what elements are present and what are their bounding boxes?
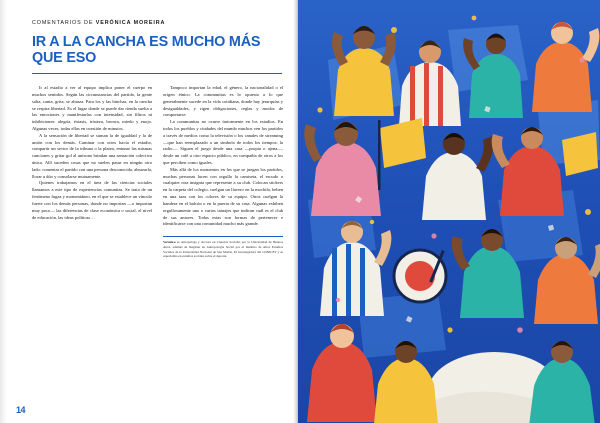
author-bio-name: Verónica	[163, 240, 176, 245]
page-number: 14	[16, 405, 26, 415]
author-bio	[163, 236, 283, 259]
left-text-page	[0, 0, 296, 423]
paragraph: A la sensación de libertad se suman la de igualdad y la de unión con los demás. Caminar con otros hacia el estadio, compartir un sector de la tribuna o la platea, entonar las mismas canciones y gritar gol al unísono brindan una sensación colectiva única. Allí suceden cosas que no suelen pasar en ningún otro lado: comentar el partido con una persona desconocida, abrazarla, llorar a dúo y consolarse mutuamente.	[32, 132, 152, 179]
kicker-author: VERÓNICA MOREIRA	[95, 20, 166, 26]
kicker-prefix: COMENTARIOS DE	[32, 20, 96, 26]
paragraph: Quienes trabajamos en el área de las ciencias sociales llamamos a este tipo de experiencias comunitas. Se trata de un fenómeno fugaz y momentáneo, en el que se establece un vínculo fuerte con los demás personas, donde no importan —o importan muy poco— las diferencias de clase económica o social, el nivel de educación, las ideas políticas…	[32, 180, 152, 220]
paragraph: Más allá de los momentos en los que se juegan los partidos, muchas personas lucen con orgullo la camiseta, el escudo o cualquier otra insignia que represente a su club. Colocan stickers en la carpeta del colegio, cuelgan un llavero en la mochila, beben en una taza con los colores de su equipo. Otros cuelgan la bandera en el balcón o en la puerta de su casa. Algunas exhiben orgullosamente uno o varios tatuajes que indican cuál es el club de sus amores. Todas estas son formas de pertenecer e identificarse con una comunidad mucho más grande.	[163, 166, 283, 227]
page-title: IR A LA CANCHA ES MUCHO MÁS QUE ESO	[32, 34, 261, 66]
column-left	[32, 85, 152, 259]
column-right	[163, 85, 283, 259]
author-bio-text: es antropóloga y doctora en Ciencias Sociales por la Universidad de Buenos Aires, además de magíster en Antropología Social por el Instituto de Altos Estudios Sociales de la Universidad Nacional de San Martín. Es investigadora del CONICET y se especializa en estudios sociales sobre el deporte.	[163, 240, 283, 259]
paragraph: La communitas no ocurre únicamente en los estadios. En todos los pueblos y ciudades del mundo muchos ven los partidos a través de medios como la televisión o los canales de streaming —que han reemplazado a un símbolo de todos los tiempos: la radio—. Siguen el juego desde una casa —propia o ajena—, desde un café u otro espacio público, en compañía de otros a los que perciben como iguales.	[163, 119, 283, 166]
page-edge-shadow	[0, 0, 7, 423]
article-columns	[32, 85, 284, 259]
title-divider	[32, 73, 282, 74]
article-kicker	[32, 20, 280, 26]
paragraph: Ir al estadio a ver al equipo implica poner el cuerpo en muchos sentidos. Según las circunstancias del partido, la gente salta, canta, grita, se abraza. Para los y las hinchas, en la cancha se respira libertad. Es el lugar donde se puede dar rienda suelta a las emociones y manifestarlas con intensidad, sin filtros ni inhibiciones: alegría, éxtasis, tristeza, bronca, miedo y enojo. Algunas veces, todas ellas en cuestión de minutos.	[32, 85, 152, 131]
right-illustration-page	[298, 0, 600, 423]
stadium-crowd-illustration	[298, 0, 600, 423]
paragraph: Tampoco importan la edad, el género, la nacionalidad o el origen étnico. La communitas es lo opuesto a lo que generalmente sucede en la vida cotidiana, donde hay jerarquías y desigualdades, y rigen obligaciones, reglas y modos de comportarse.	[163, 85, 283, 118]
